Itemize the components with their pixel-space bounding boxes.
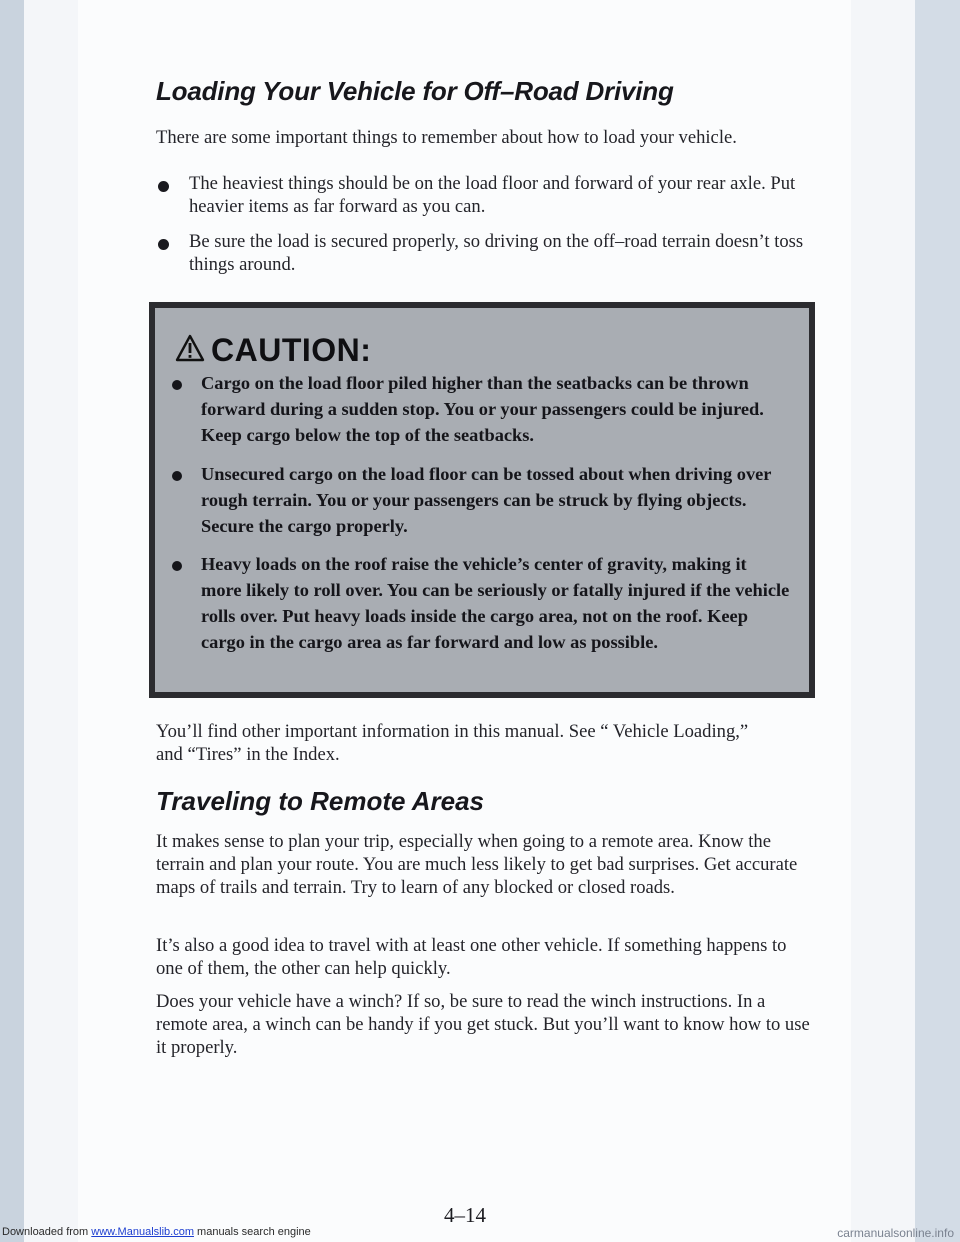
warning-triangle-icon: [175, 334, 205, 362]
download-footer: [0, 1226, 960, 1242]
caution-panel: [155, 308, 809, 692]
watermark-text: carmanualsonline.info: [837, 1226, 954, 1240]
bullet-heaviest-things: The heaviest things should be on the load floor and forward of your rear axle. Put heavier items as far forward as you can.: [189, 173, 796, 217]
page-number: 4–14: [444, 1203, 486, 1227]
footer-text: [2, 1226, 311, 1238]
caution-item-cargo-height: Cargo on the load floor piled higher than the seatbacks can be thrown forward during a sudden stop. You or your passengers could be injured. Keep cargo below the top of the seatbacks.: [201, 373, 764, 445]
bullet-dot: [158, 239, 169, 250]
index-reference-paragraph: You’ll find other important information in this manual. See “ Vehicle Loading,” and “Tires” in the Index.: [156, 721, 749, 765]
caution-bullet-dot: [172, 380, 182, 390]
bullet-dot: [158, 181, 169, 192]
remote-paragraph-winch: Does your vehicle have a winch? If so, be sure to read the winch instructions. In a remote area, a winch can be handy if you get stuck. But you’ll want to know how to use it properly.: [156, 991, 810, 1058]
remote-paragraph-travel: It’s also a good idea to travel with at least one other vehicle. If something happens to one of them, the other can help quickly.: [156, 935, 787, 979]
bullet-secure-load: Be sure the load is secured properly, so driving on the off–road terrain doesn’t toss things around.: [189, 231, 804, 275]
footer-prefix: Downloaded from: [2, 1226, 92, 1238]
section-title-remote-areas: Traveling to Remote Areas: [156, 786, 484, 816]
caution-box: [149, 302, 815, 698]
caution-heading: CAUTION:: [211, 332, 372, 368]
page-margin-right: [915, 0, 960, 1242]
section-title-loading: Loading Your Vehicle for Off–Road Driving: [156, 76, 674, 106]
caution-bullet-dot: [172, 561, 182, 571]
caution-bullet-dot: [172, 471, 182, 481]
caution-item-unsecured-cargo: Unsecured cargo on the load floor can be tossed about when driving over rough terrain. You or your passengers can be struck by flying objects. Secure the cargo properly.: [201, 464, 772, 536]
caution-item-roof-loads: Heavy loads on the roof raise the vehicle’s center of gravity, making it more likely to roll over. You can be seriously or fatally injured if the vehicle rolls over. Put heavy loads inside the cargo area, not on the roof. Keep cargo in the cargo area as far forward and low as possible.: [201, 554, 790, 652]
manualslib-link[interactable]: www.Manualslib.com: [91, 1226, 194, 1238]
intro-paragraph: There are some important things to remember about how to load your vehicle.: [156, 127, 737, 148]
page-margin-left: [0, 0, 24, 1242]
remote-paragraph-plan: It makes sense to plan your trip, especially when going to a remote area. Know the terrain and plan your route. You are much less likely to get bad surprises. Get accurate maps of trails and terrain. Try to learn of any blocked or closed roads.: [156, 831, 798, 898]
footer-suffix: manuals search engine: [193, 1226, 311, 1238]
